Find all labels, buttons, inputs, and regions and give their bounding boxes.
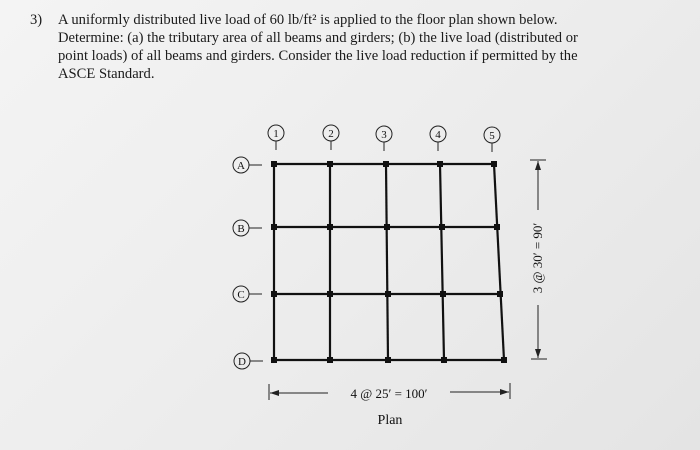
row-label-d: D: [238, 356, 246, 368]
column-label-1: 1: [273, 128, 279, 140]
column-marker-5: [484, 127, 500, 152]
column-marker-4: [430, 126, 446, 151]
problem-line-1: A uniformly distributed live load of 60 lb/ft² is applied to the floor plan shown below.: [58, 12, 558, 28]
row-marker-b: [233, 220, 262, 236]
column-markers: [268, 125, 500, 152]
column-marker-3: [376, 126, 392, 151]
problem-number: 3): [30, 12, 43, 28]
column-marker-1: [268, 125, 284, 150]
problem-line-2: Determine: (a) the tributary area of all beams and girders; (b) the live load (distributed or: [58, 30, 578, 46]
horizontal-dimension-label: 4 @ 25′ = 100′: [350, 386, 428, 401]
row-markers: [233, 157, 263, 369]
column-marker-2: [323, 125, 339, 150]
row-label-c: C: [237, 289, 245, 301]
grid-line-3: [386, 164, 388, 360]
column-label-5: 5: [489, 130, 495, 142]
vertical-dimension-label: 3 @ 30′ = 90′: [530, 222, 545, 294]
row-marker-c: [233, 286, 262, 302]
vertical-dimension: [530, 160, 547, 359]
problem-line-3: point loads) of all beams and girders. Consider the live load reduction if permitted by the: [58, 48, 578, 64]
row-marker-d: [234, 353, 263, 369]
row-marker-a: [233, 157, 262, 173]
problem-line-4: ASCE Standard.: [58, 66, 155, 82]
column-label-2: 2: [328, 128, 334, 140]
column-label-3: 3: [381, 129, 387, 141]
horizontal-dimension: [269, 383, 510, 401]
grid-line-4: [440, 164, 444, 360]
plan-caption: Plan: [377, 413, 403, 428]
column-label-4: 4: [435, 129, 441, 141]
row-label-b: B: [237, 223, 245, 235]
grid-lines: [274, 164, 504, 360]
columns: [271, 161, 507, 363]
row-label-a: A: [237, 160, 245, 172]
grid-line-5: [494, 164, 504, 360]
